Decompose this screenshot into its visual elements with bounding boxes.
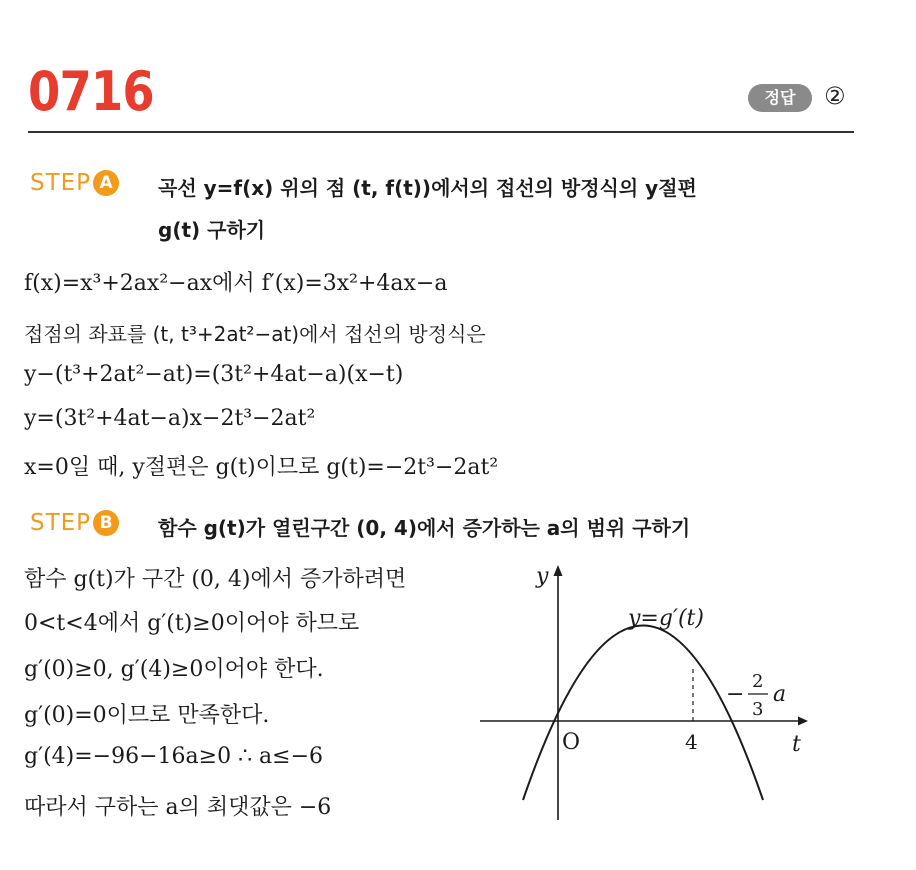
step-b-line-5: g′(4)=−96−16a≥0 ∴ a≤−6 — [24, 744, 324, 769]
step-b-line-6: 따라서 구하는 a의 최댓값은 −6 — [24, 795, 332, 820]
root-label-variable: a — [773, 682, 787, 707]
step-a-line-4: y=(3t²+4at−a)x−2t³−2at² — [24, 406, 316, 431]
answer-badge: 정답 — [748, 84, 812, 112]
problem-number: 0716 — [28, 60, 154, 123]
step-a-marker — [30, 170, 119, 196]
step-a-circle: A — [93, 170, 119, 196]
root-label-numerator: 2 — [752, 671, 764, 692]
curve-label: y=g′(t) — [628, 606, 704, 631]
step-a-line-1: f(x)=x³+2ax²−ax에서 f′(x)=3x²+4ax−a — [24, 271, 448, 296]
step-b-title: 함수 g(t)가 열린구간 (0, 4)에서 증가하는 a의 범위 구하기 — [158, 516, 691, 540]
g-prime-curve — [523, 626, 763, 801]
origin-label: O — [562, 730, 581, 755]
step-b-line-3: g′(0)≥0, g′(4)≥0이어야 한다. — [24, 657, 324, 682]
step-b-line-4: g′(0)=0이므로 만족한다. — [24, 703, 270, 728]
step-b-line-1: 함수 g(t)가 구간 (0, 4)에서 증가하려면 — [24, 567, 407, 592]
answer-value: ② — [824, 82, 846, 110]
step-b-circle: B — [93, 510, 119, 536]
step-a-title-line1: 곡선 y=f(x) 위의 점 (t, f(t))에서의 접선의 방정식의 y절편 — [158, 176, 697, 200]
step-b-line-2: 0<t<4에서 g′(t)≥0이어야 하므로 — [24, 611, 360, 636]
step-a-line-3: y−(t³+2at²−at)=(3t²+4at−a)(x−t) — [24, 362, 404, 387]
root-label-sign: − — [726, 682, 745, 707]
y-axis-label: y — [536, 564, 549, 589]
step-a-label: STEP — [30, 170, 92, 196]
step-b-label: STEP — [30, 510, 92, 536]
step-a-line-5: x=0일 때, y절편은 g(t)이므로 g(t)=−2t³−2at² — [24, 455, 499, 480]
derivative-graph — [480, 555, 820, 825]
step-a-title-line2: g(t) 구하기 — [158, 218, 266, 242]
y-axis-arrow — [554, 565, 563, 576]
header-divider — [28, 131, 854, 133]
t-axis-arrow — [798, 717, 808, 726]
tick-label-4: 4 — [685, 730, 698, 754]
root-label-denominator: 3 — [752, 699, 764, 720]
t-axis-label: t — [792, 732, 801, 757]
step-b-marker — [30, 510, 119, 536]
step-a-line-2: 접점의 좌표를 (t, t³+2at²−at)에서 접선의 방정식은 — [24, 322, 486, 346]
